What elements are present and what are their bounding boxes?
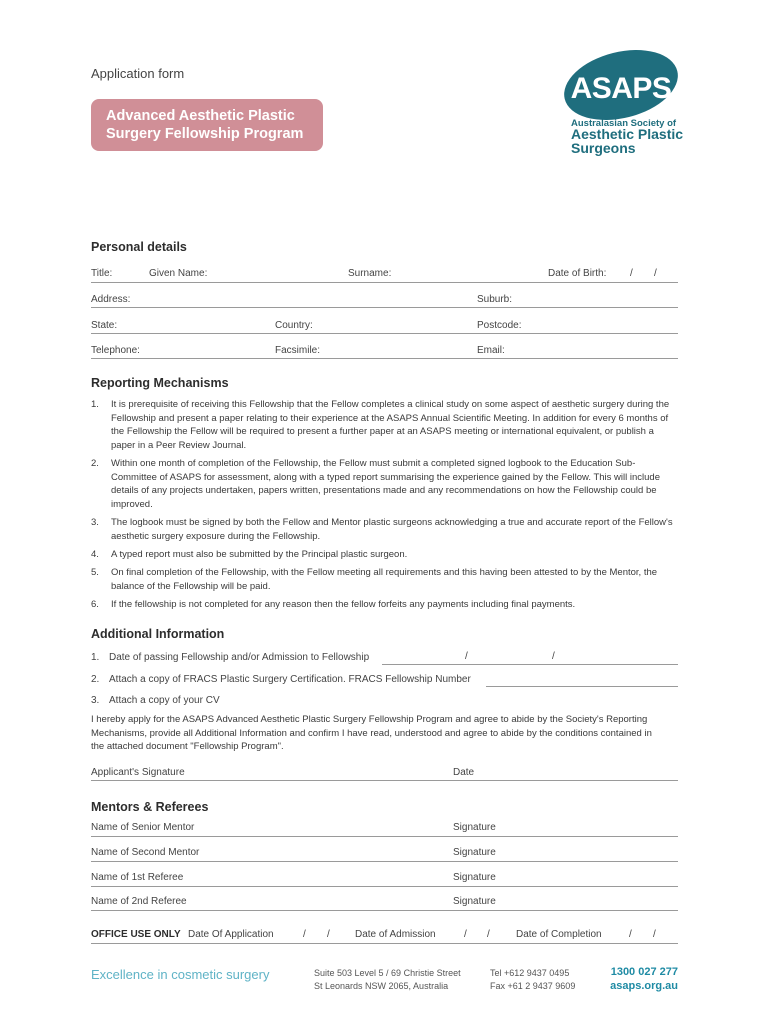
cv-attach-label: Attach a copy of your CV	[109, 695, 220, 706]
org-name	[571, 127, 683, 155]
org-name-line2: Aesthetic Plastic	[571, 126, 684, 142]
postcode-label: Postcode:	[477, 320, 522, 331]
org-name-line3: Surgeons	[571, 140, 636, 156]
fellowship-date-label: Date of passing Fellowship and/or Admission to Fellowship	[109, 652, 370, 663]
applicant-signature-line[interactable]	[91, 780, 678, 781]
program-title-line2: Surgery Fellowship Program	[106, 126, 304, 142]
document-type: Application form	[91, 66, 185, 81]
program-title-badge	[91, 99, 323, 151]
second-mentor-signature-label: Signature	[453, 847, 496, 858]
suburb-label: Suburb:	[477, 294, 513, 305]
list-item: 6. If the fellowship is not completed for any reason then the fellow forfeits any payments including final payments.	[91, 599, 576, 610]
office-use-line	[91, 943, 678, 944]
address-line2: St Leonards NSW 2065, Australia	[314, 980, 449, 991]
tagline: Excellence in cosmetic surgery	[91, 967, 270, 982]
first-referee-signature-label: Signature	[453, 872, 496, 883]
mentors-heading: Mentors & Referees	[91, 800, 209, 814]
given-name-label: Given Name:	[149, 268, 208, 279]
second-referee-signature-label: Signature	[453, 896, 496, 907]
second-mentor-label: Name of Second Mentor	[91, 847, 200, 858]
phone-number[interactable]: 1300 027 277	[610, 966, 678, 978]
date-separator: /	[487, 929, 490, 940]
tel-number: Tel +612 9437 0495	[490, 968, 570, 978]
additional-item1-num: 1.	[91, 652, 100, 663]
list-item: 2. Within one month of completion of the Fellowship, the Fellow must submit a completed signed logbook to the Education Sub-Committee of ASAPS for assessment, along with a typed report summarising the experience gained by the Fellow. This will include details of any projects undertaken, papers written, presentations made and any recommendations on how the Fellowship could be improved.	[91, 458, 660, 510]
date-separator: /	[653, 929, 656, 940]
date-separator: /	[629, 929, 632, 940]
state-row-line[interactable]	[91, 333, 678, 334]
telephone-label: Telephone:	[91, 345, 140, 356]
list-item: 5. On final completion of the Fellowship, with the Fellow meeting all requirements and this having been attested to by the Mentor, the balance of the Fellowship will be paid.	[91, 567, 658, 592]
date-separator: /	[465, 651, 468, 662]
first-referee-line[interactable]	[91, 886, 678, 887]
footer-phone-fax	[490, 967, 575, 992]
state-label: State:	[91, 320, 118, 331]
second-mentor-line[interactable]	[91, 861, 678, 862]
reporting-heading: Reporting Mechanisms	[91, 376, 229, 390]
personal-details-heading: Personal details	[91, 240, 187, 254]
email-label: Email:	[477, 345, 505, 356]
date-separator: /	[464, 929, 467, 940]
org-name-line1: Australasian Society of	[571, 118, 677, 129]
name-row-line[interactable]	[91, 282, 678, 283]
senior-mentor-label: Name of Senior Mentor	[91, 822, 195, 833]
date-of-admission-label: Date of Admission	[355, 929, 436, 940]
fax-number: Fax +61 2 9437 9609	[490, 980, 576, 991]
country-label: Country:	[275, 320, 313, 331]
title-label: Title:	[91, 268, 113, 279]
list-item: 4. A typed report must also be submitted by the Principal plastic surgeon.	[91, 549, 408, 560]
facsimile-label: Facsimile:	[275, 345, 321, 356]
date-separator: /	[552, 651, 555, 662]
date-separator: /	[303, 929, 306, 940]
date-separator: /	[327, 929, 330, 940]
list-item: 1. It is prerequisite of receiving this Fellowship that the Fellow completes a clinical study on some aspect of aesthetic surgery during the Fellowship and present a paper relating to their experience at the ASAPS Annual Scientific Meeting. In addition for every 6 months of the Fellowship the Fellow will be required to present a further paper at an ASAPS meeting or international equivalent, or publish a paper in a Peer Review Journal.	[91, 399, 670, 451]
first-referee-label: Name of 1st Referee	[91, 872, 184, 883]
dob-separator: /	[630, 268, 633, 279]
date-of-application-label: Date Of Application	[188, 929, 274, 940]
dob-separator: /	[654, 268, 657, 279]
address-row-line[interactable]	[91, 307, 678, 308]
list-item: 3. The logbook must be signed by both the Fellow and Mentor plastic surgeons acknowledging a true and accurate report of the Fellow's aesthetic surgery exposure during the Fellowship.	[91, 517, 673, 542]
address-label: Address:	[91, 294, 131, 305]
fracs-number-label: Attach a copy of FRACS Plastic Surgery Certification. FRACS Fellowship Number	[109, 674, 471, 685]
program-title-line1: Advanced Aesthetic Plastic	[106, 108, 295, 124]
senior-mentor-line[interactable]	[91, 836, 678, 837]
applicant-date-label: Date	[453, 767, 475, 778]
fellowship-date-line[interactable]	[382, 664, 678, 665]
additional-info-heading: Additional Information	[91, 627, 225, 641]
additional-item3-num: 3.	[91, 695, 100, 706]
dob-label: Date of Birth:	[548, 268, 607, 279]
footer-address	[314, 967, 461, 992]
footer-contact	[588, 966, 678, 993]
senior-mentor-signature-label: Signature	[453, 822, 496, 833]
date-of-completion-label: Date of Completion	[516, 929, 602, 940]
office-use-heading: OFFICE USE ONLY	[91, 929, 181, 940]
asaps-logo-text: ASAPS	[570, 72, 672, 105]
second-referee-line[interactable]	[91, 910, 678, 911]
fracs-number-line[interactable]	[486, 686, 678, 687]
address-line1: Suite 503 Level 5 / 69 Christie Street	[314, 968, 461, 978]
applicant-signature-label: Applicant's Signature	[91, 767, 185, 778]
surname-label: Surname:	[348, 268, 392, 279]
website-link[interactable]: asaps.org.au	[610, 979, 678, 992]
second-referee-label: Name of 2nd Referee	[91, 896, 187, 907]
additional-item2-num: 2.	[91, 674, 100, 685]
contact-row-line[interactable]	[91, 358, 678, 359]
declaration-text: I hereby apply for the ASAPS Advanced Aesthetic Plastic Surgery Fellowship Program and agree to abide by the Society's Reporting Mechanisms, provide all Additional Information and confirm I have read, understood and agree to abide by the conditions contained in the attached document "Fellowship Program".	[91, 714, 652, 752]
